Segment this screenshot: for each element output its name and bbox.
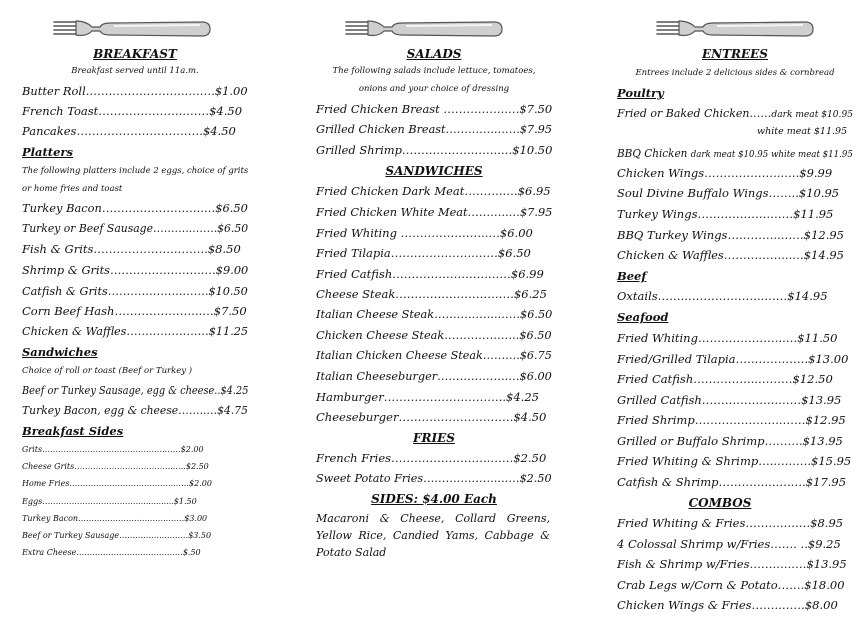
side-item: Home Fries……………………….………..……$2.00	[22, 479, 212, 488]
seafood-heading: Seafood	[617, 310, 669, 324]
menu-item: Grilled Catfish………………..……$13.95	[617, 393, 842, 407]
menu-item: Italian Chicken Cheese Steak……….$6.75	[316, 348, 552, 362]
menu-item: Chicken & Waffles……………….…$11.25	[22, 324, 249, 338]
menu-item: Fried Whiting & Fries……….…….$8.95	[617, 516, 844, 530]
breakfast-sides-heading: Breakfast Sides	[22, 424, 124, 438]
menu-item: Turkey or Beef Sausage………..…….$6.50	[22, 221, 249, 235]
bbq-prices: dark meat $10.95 white meat $11.95	[690, 149, 853, 160]
menu-item: Chicken Wings………………...….$9.99	[617, 166, 833, 180]
poultry-heading: Poultry	[617, 86, 664, 100]
menu-item: Pancakes……………………………$4.50	[22, 124, 236, 138]
fork-icon	[52, 16, 212, 42]
menu-item: Fish & Grits………………….……..$8.50	[22, 242, 241, 256]
menu-item: Fish & Shrimp w/Fries…….…..…$13.95	[617, 557, 847, 571]
menu-item: Turkey Wings……………….……$11.95	[617, 207, 834, 221]
menu-item: Soul Divine Buffalo Wings……..$10.95	[617, 186, 840, 200]
menu-item	[617, 146, 853, 160]
menu-item: Grilled Shrimp……………………..…$10.50	[316, 143, 553, 157]
menu-item: Cheeseburger…………………………$4.50	[316, 410, 547, 424]
menu-item: Fried Shrimp…………………..……$12.95	[617, 413, 846, 427]
side-item: Eggs………………………………..............$1.50	[22, 497, 197, 506]
platters-note: or home fries and toast	[22, 184, 123, 194]
platters-note: The following platters include 2 eggs, choice of grits	[22, 166, 249, 176]
menu-item: Grilled or Buffalo Shrimp……….$13.95	[617, 434, 843, 448]
side-item: Extra Cheese……………………….…………$.50	[22, 548, 201, 557]
fried-baked-label: Fried or Baked Chicken……	[617, 106, 772, 120]
menu-item: Fried/Grilled Tilapia……………….$13.00	[617, 352, 849, 366]
menu-item: Crab Legs w/Corn & Potato…….$18.00	[617, 578, 845, 592]
sides-heading: SIDES: $4.00 Each	[371, 492, 497, 506]
menu-item: 4 Colossal Shrimp w/Fries……. ..$9.25	[617, 537, 841, 551]
breakfast-title: BREAKFAST	[93, 47, 177, 61]
platters-heading: Platters	[22, 145, 73, 159]
fork-icon	[655, 16, 815, 42]
menu-item	[617, 106, 853, 120]
menu-item: Fried Tilapia………………….……$6.50	[316, 246, 531, 260]
sides-list: Macaroni & Cheese, Collard Greens, Yellow Rice, Candied Yams, Cabbage & Potato Salad	[316, 512, 550, 559]
entrees-note: Entrees include 2 delicious sides & cornbread	[635, 68, 835, 78]
menu-item: Catfish & Grits………………..…….$10.50	[22, 284, 248, 298]
menu-item: Catfish & Shrimp…………...….….$17.95	[617, 475, 847, 489]
menu-item: Shrimp & Grits…………………….…$9.00	[22, 263, 249, 277]
menu-item: Italian Cheese Steak……………..……$6.50	[316, 307, 553, 321]
menu-item: Grilled Chicken Breast…………..……$7.95	[316, 122, 553, 136]
sandwiches-heading: SANDWICHES	[385, 164, 483, 178]
menu-item: Corn Beef Hash…………………..…$7.50	[22, 304, 247, 318]
menu-item: Fried Catfish…………………….……$6.99	[316, 267, 544, 281]
menu-item: Chicken Wings & Fries……..……$8.00	[617, 598, 838, 612]
sandwiches-note: Choice of roll or toast (Beef or Turkey )	[22, 366, 193, 376]
menu-item: Oxtails……..………………..……$14.95	[617, 289, 828, 303]
menu-item: Hamburger…………………………..$4.25	[316, 390, 539, 404]
menu-item: Butter Roll.……………………..…….$1.00	[22, 84, 248, 98]
menu-item: Turkey Bacon, egg & cheese……..…$4.75	[22, 403, 248, 417]
bbq-label: BBQ Chicken	[617, 146, 691, 160]
fried-baked-dark: dark meat $10.95	[771, 109, 853, 120]
menu-item: Cheese Steak……………………….…$6.25	[316, 287, 547, 301]
menu-item: Beef or Turkey Sausage, egg & cheese..$4.25	[22, 383, 249, 397]
menu-item: Fried Whiting …………………..…$6.00	[316, 226, 533, 240]
fried-baked-white: white meat $11.95	[757, 126, 848, 137]
fries-heading: FRIES	[413, 431, 455, 445]
salads-note: onions and your choice of dressing	[358, 84, 510, 94]
menu-item: Fried Whiting & Shrimp…..…..….$15.95	[617, 454, 852, 468]
side-item: Turkey Bacon……………………..……..……$3.00	[22, 514, 208, 523]
menu-item: BBQ Turkey Wings…………..……$12.95	[617, 228, 845, 242]
beef-heading: Beef	[617, 269, 647, 283]
menu-item: Fried Whiting…………………..…$11.50	[617, 331, 838, 345]
menu-item: Fried Chicken White Meat………..…$7.95	[316, 205, 553, 219]
menu-item: Sweet Potato Fries………………..……$2.50	[316, 471, 552, 485]
menu-item: Fried Chicken Breast ……………..…$7.50	[316, 102, 553, 116]
menu-item: French Fries……………………..……$2.50	[316, 451, 547, 465]
salads-note: The following salads include lettuce, tomatoes,	[332, 66, 536, 76]
menu-item: Fried Chicken Dark Meat………..…$6.95	[316, 184, 551, 198]
breakfast-note: Breakfast served until 11a.m.	[71, 66, 199, 76]
menu-item: Chicken & Waffles……………...…$14.95	[617, 248, 844, 262]
side-item: Beef or Turkey Sausage……………..………$3.50	[22, 531, 212, 540]
fork-icon	[344, 16, 504, 42]
side-item: Grits……………………………………….……$2.00	[22, 445, 204, 454]
menu-item: Chicken Cheese Steak………………..$6.50	[316, 328, 552, 342]
entrees-title: ENTREES	[702, 47, 768, 61]
salads-title: SALADS	[406, 47, 462, 61]
side-item: Cheese Grits………………………………..….$2.50	[22, 462, 209, 471]
combos-heading: COMBOS	[688, 496, 752, 510]
menu-item: Fried Catfish……………..………$12.50	[617, 372, 833, 386]
menu-item: Italian Cheeseburger……………….…$6.00	[316, 369, 552, 383]
sandwiches-heading: Sandwiches	[22, 345, 98, 359]
menu-item: French Toast…………………..……$4.50	[22, 104, 243, 118]
menu-item: Turkey Bacon……….……………..…$6.50	[22, 201, 248, 215]
